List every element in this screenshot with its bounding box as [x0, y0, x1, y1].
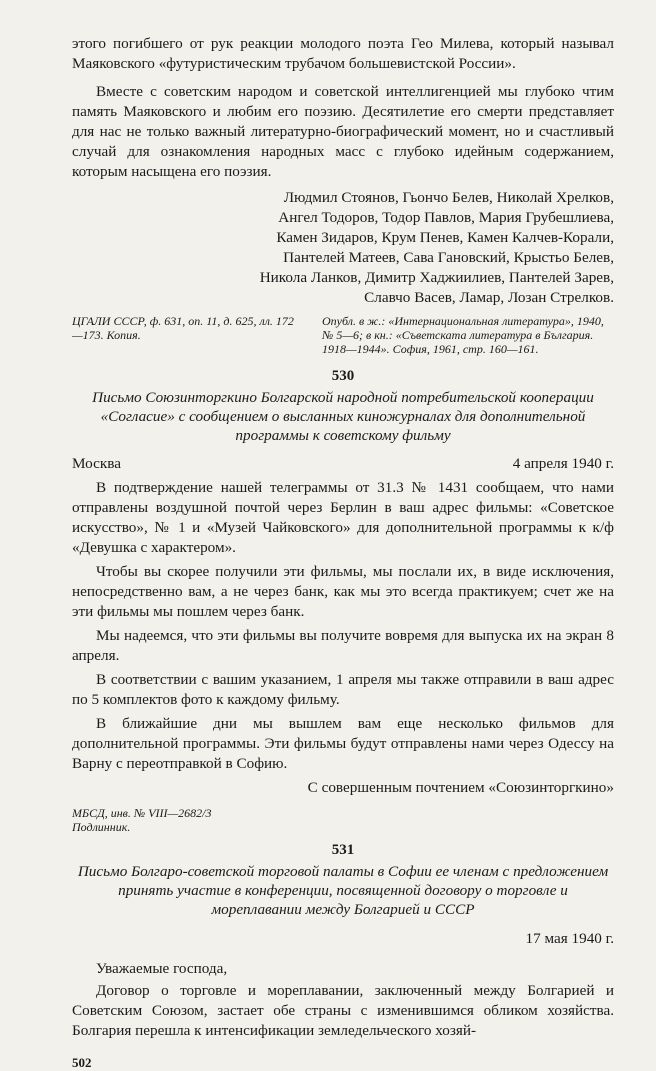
archive-reference: МБСД, инв. № VIII—2682/3 [72, 806, 212, 820]
archive-source: ЦГАЛИ СССР, ф. 631, оп. 11, д. 625, лл. 172—173. Копия. [72, 314, 294, 342]
signatory-line: Людмил Стоянов, Гьончо Белев, Николай Хрелков, [283, 189, 614, 206]
document-title-530: Письмо Союзинторгкино Болгарской народной потребительской кооперации «Согласие» с сообщением о высланных киножурналах для дополнительной программы к советскому фильму [92, 389, 594, 444]
original-note: Подлинник. [72, 820, 131, 834]
letter-signature: С совершенным почтением «Союзинторгкино» [307, 779, 614, 796]
publication-source: Опубл. в ж.: «Интернациональная литература», 1940, № 5—6; в кн.: «Съветската литература в България. 1918—1944». София, 1961, стр. 160—161. [322, 314, 604, 356]
document-date: 4 апреля 1940 г. [512, 455, 614, 472]
body-paragraph: В подтверждение нашей телеграммы от 31.3 № 1431 сообщаем, что нами отправлены воздушной почтой через Берлин в ваш адрес фильмы: «Советское искусство», № 1 и «Музей Чайковского» для дополнительной программы к к/ф «Девушка с характером». [72, 479, 614, 556]
document-place: Москва [72, 455, 121, 472]
salutation: Уважаемые господа, [96, 960, 228, 977]
intro-paragraph-1: этого погибшего от рук реакции молодого поэта Гео Милева, который называл Маяковского «футуристическим трубачом большевистской России». [72, 35, 614, 72]
body-paragraph: Договор о торговле и мореплавании, заключенный между Болгарией и Советским Союзом, застает обе страны с изменившимся обликом хозяйства. Болгария перешла к интенсификации земледельческого хозяй- [72, 982, 614, 1039]
page-number: 502 [72, 1055, 92, 1070]
document-title-531: Письмо Болгаро-советской торговой палаты в Софии ее членам с предложением принять участие в конференции, посвященной договору о торговле и мореплавании между Болгарией и СССР [77, 863, 609, 918]
body-paragraph: В соответствии с вашим указанием, 1 апреля мы также отправили в ваш адрес по 5 комплектов фото к каждому фильму. [72, 671, 614, 708]
signatory-line: Пантелей Матеев, Сава Гановский, Крыстьо Белев, [283, 249, 614, 266]
document-date-531: 17 мая 1940 г. [525, 930, 614, 947]
document-page [72, 34, 614, 1071]
place-date-row [72, 454, 614, 474]
intro-paragraph-2: Вместе с советским народом и советской интеллигенцией мы глубоко чтим память Маяковского и любим его поэзию. Десятилетие его смерти представляет для нас не только важный литературно-биографический момент, но и счастливый случай для ознакомления народных масс с глубоко идейным содержанием, которым насыщена его поэзия. [72, 83, 614, 180]
signatory-line: Ангел Тодоров, Тодор Павлов, Мария Грубешлиева, [278, 209, 614, 226]
signatories-block [72, 188, 614, 308]
signatory-line: Никола Ланков, Димитр Хаджиилиев, Пантелей Зарев, [259, 269, 614, 286]
signatory-line: Славчо Васев, Ламар, Лозан Стрелков. [364, 289, 614, 306]
body-paragraph: Мы надеемся, что эти фильмы вы получите вовремя для выпуска их на экран 8 апреля. [72, 627, 614, 664]
document-number-531: 531 [331, 842, 355, 858]
document-number-530: 530 [331, 368, 355, 384]
body-paragraph: Чтобы вы скорее получили эти фильмы, мы послали их, в виде исключения, непосредственно вам, а не через банк, как мы это всегда практикуем; счет же на эти фильмы мы пошлем через банк. [72, 563, 614, 620]
source-notes [72, 314, 614, 356]
signatory-line: Камен Зидаров, Крум Пенев, Камен Калчев-Корали, [276, 229, 614, 246]
body-paragraph: В ближайшие дни мы вышлем вам еще несколько фильмов для дополнительной программы. Эти фильмы будут отправлены нами через Одессу на Варну с переотправкой в Софию. [72, 715, 614, 772]
